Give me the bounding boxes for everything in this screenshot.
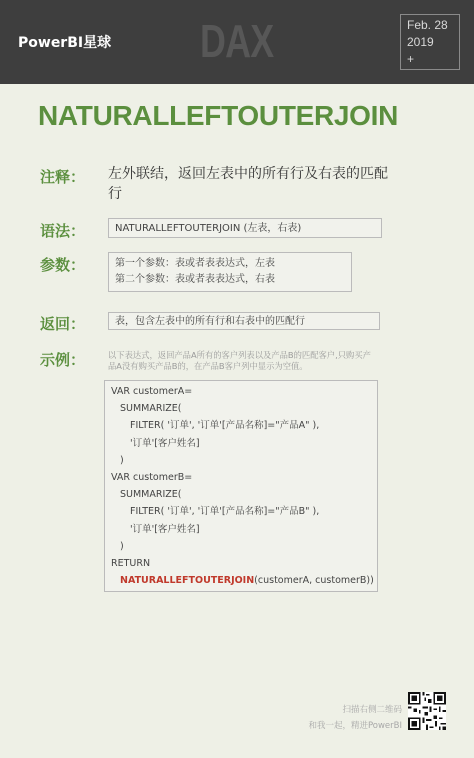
code-line: )	[120, 540, 124, 552]
return-label: 返回：	[40, 315, 86, 333]
page-title: NATURALLEFTOUTERJOIN	[38, 100, 399, 131]
params-box	[108, 252, 352, 292]
code-line: SUMMARIZE(	[120, 403, 182, 415]
function-args: (customerA, customerB))	[254, 575, 374, 587]
code-line: FILTER( '订单', '订单'[产品名称]="产品B" ),	[130, 506, 320, 518]
syntax-text: NATURALLEFTOUTERJOIN (左表，右表)	[115, 223, 302, 234]
code-line: RETURN	[111, 558, 151, 570]
code-line: '订单'[客户姓名]	[130, 523, 200, 535]
date-badge	[400, 14, 460, 70]
note-label: 注释：	[40, 168, 86, 186]
example-label: 示例：	[40, 351, 86, 369]
code-line: VAR customerA=	[111, 386, 193, 397]
date-line-3: +	[407, 52, 415, 66]
param-2: 第二个参数：表或者表表达式，右表	[115, 274, 275, 285]
footer-line-2: 和我一起，精进PowerBI	[308, 721, 402, 731]
note-text: 左外联结，返回左表中的所有行及右表的匹配行	[108, 166, 388, 202]
code-line: SUMMARIZE(	[120, 489, 182, 501]
function-name: NATURALLEFTOUTERJOIN	[120, 575, 255, 587]
footer-caption	[308, 702, 402, 734]
param-1: 第一个参数：表或者表表达式，左表	[115, 258, 275, 269]
syntax-box	[108, 218, 382, 238]
return-box	[108, 312, 380, 330]
header-bar	[0, 0, 474, 84]
brand-name: PowerBI星球	[18, 35, 112, 51]
dax-watermark: DAX	[200, 15, 274, 67]
code-line: )	[120, 454, 124, 466]
code-example	[104, 380, 378, 592]
return-text: 表，包含左表中的所有行和右表中的匹配行	[115, 316, 305, 327]
date-line-1: Feb. 28	[407, 18, 448, 32]
params-label: 参数：	[40, 256, 86, 274]
date-line-2: 2019	[407, 35, 434, 49]
code-line-return	[111, 572, 374, 589]
code-line: FILTER( '订单', '订单'[产品名称]="产品A" ),	[130, 420, 320, 432]
example-description: 以下表达式，返回产品A所有的客户列表以及产品B的匹配客户,只购买产品A没有购买产品B的，在产品B客户列中显示为空值。	[108, 350, 371, 371]
code-line: VAR customerB=	[111, 472, 193, 484]
syntax-label: 语法：	[40, 222, 86, 240]
code-line: '订单'[客户姓名]	[130, 437, 200, 449]
footer-line-1: 扫描右侧二维码	[342, 705, 402, 715]
qr-code-icon	[408, 692, 446, 730]
